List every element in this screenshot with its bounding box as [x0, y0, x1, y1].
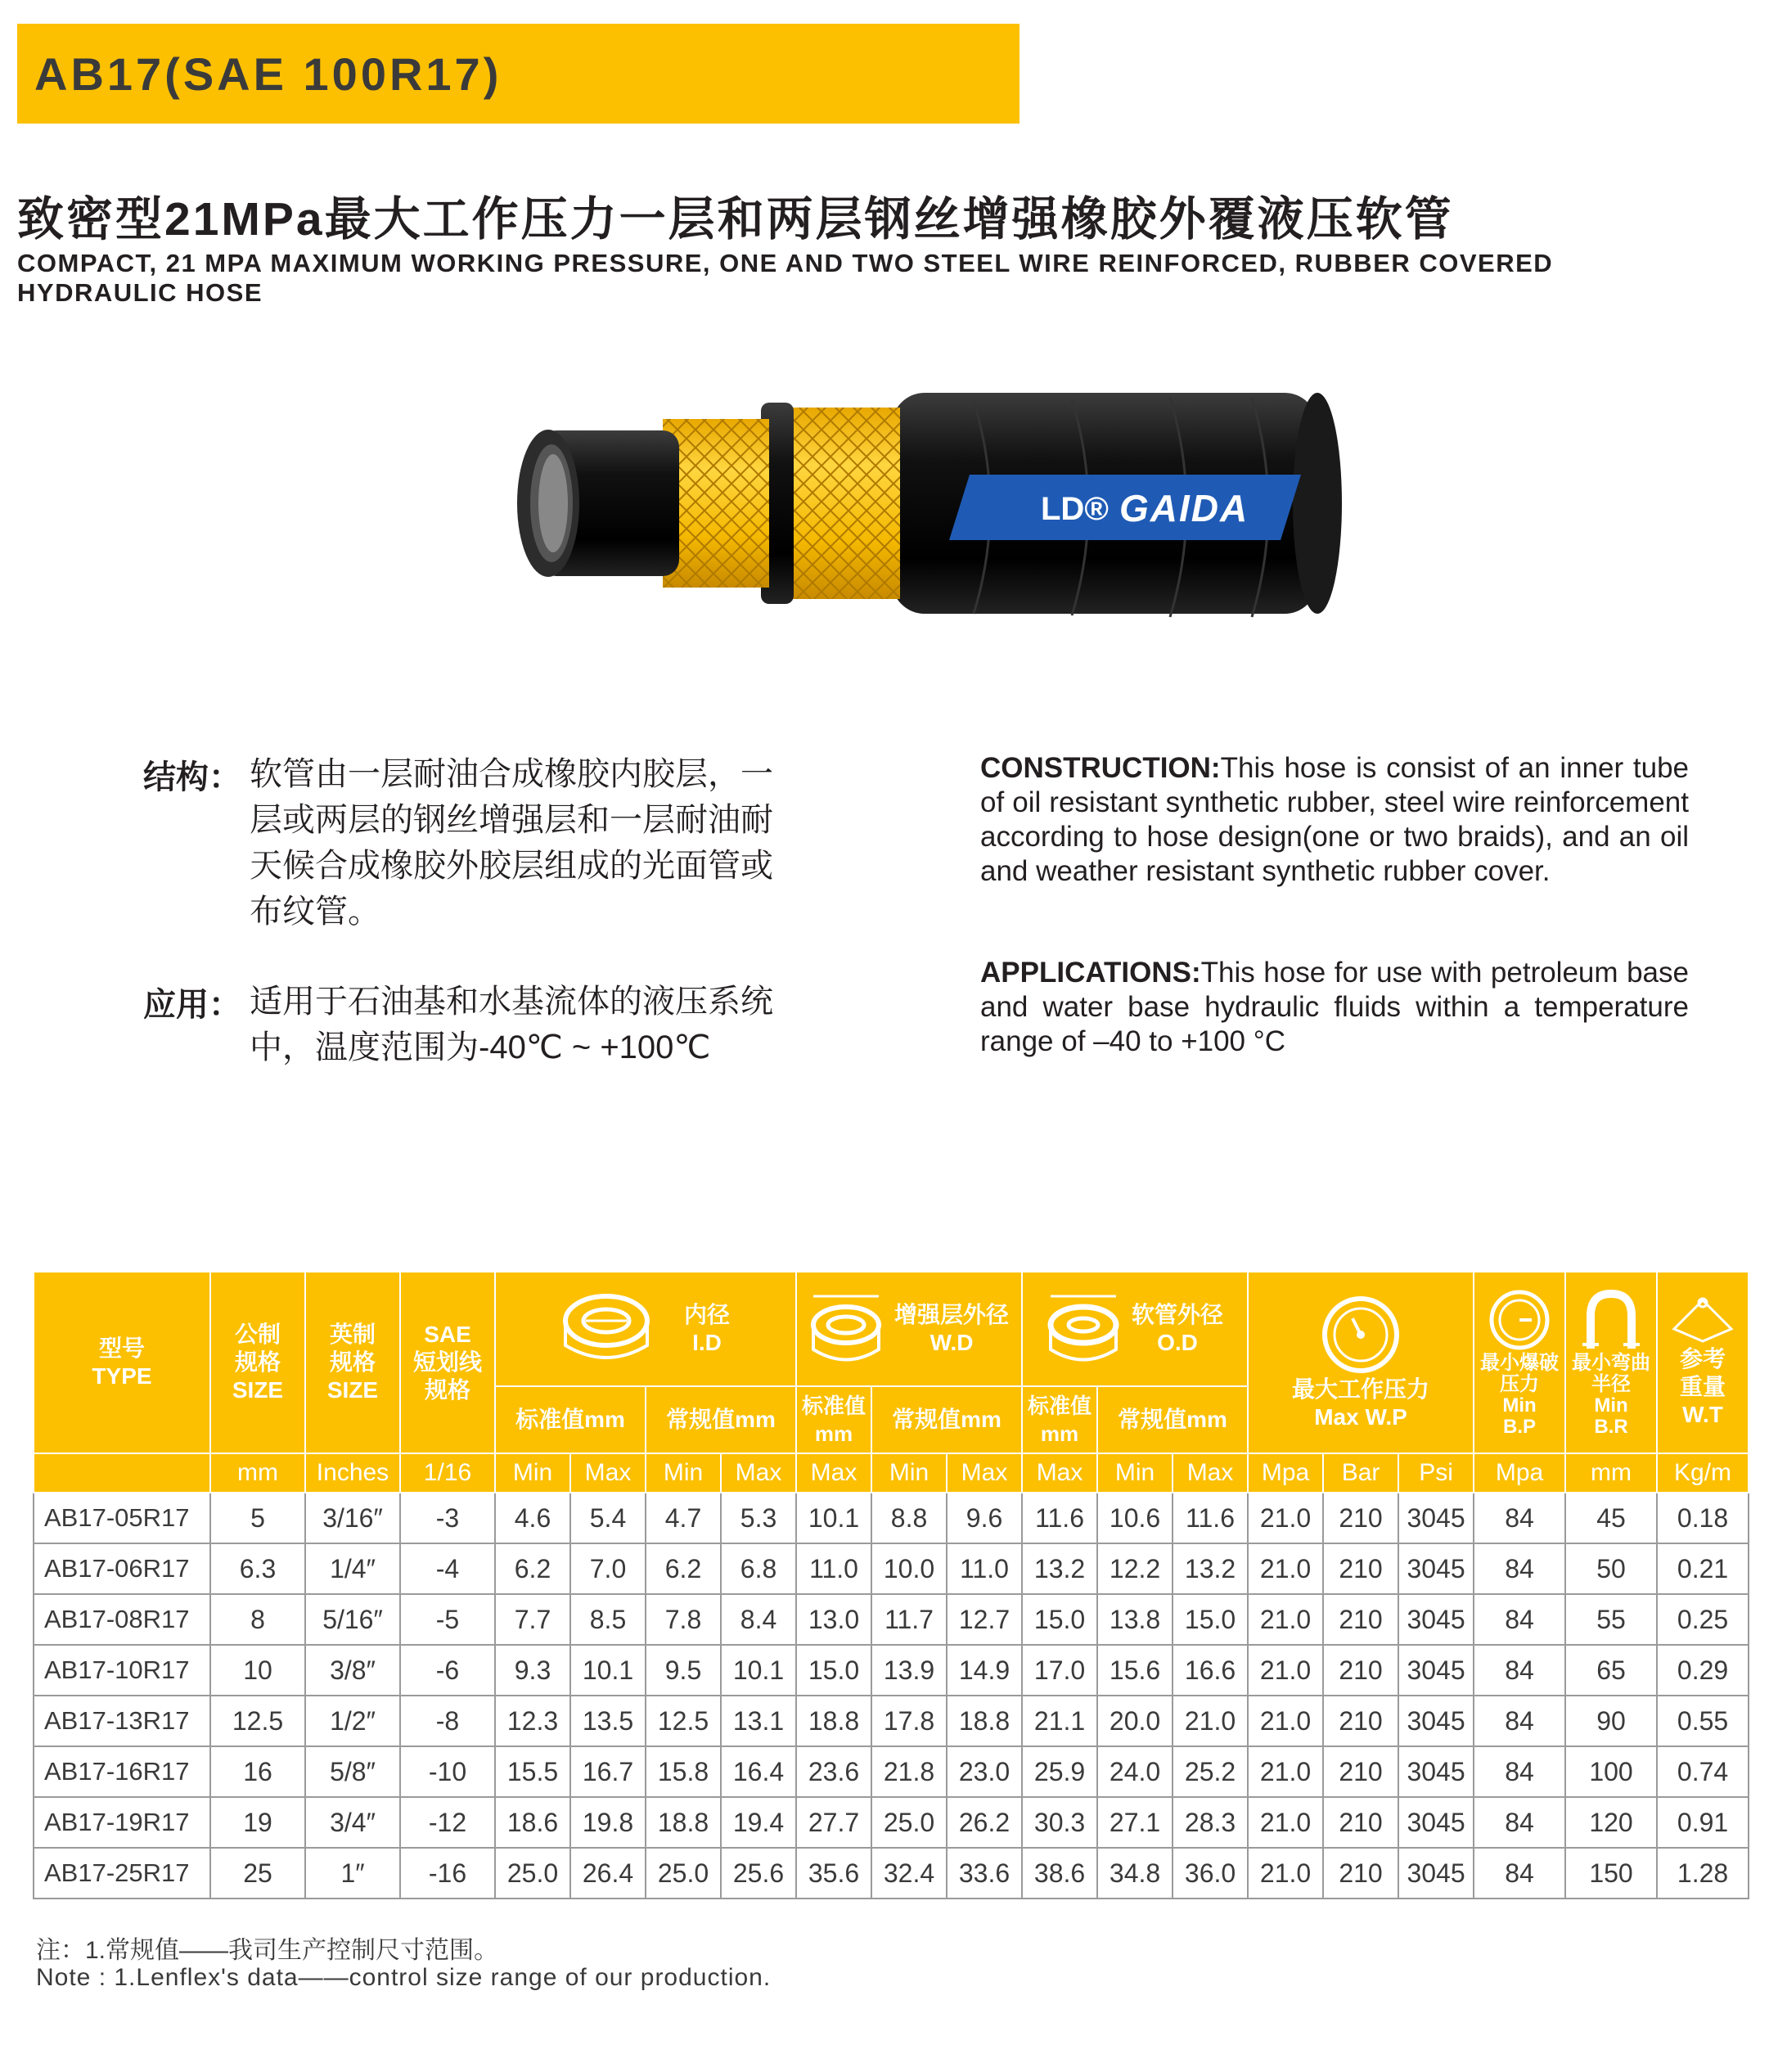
value-cell: 5: [210, 1493, 305, 1543]
unit-cell: Max: [1173, 1453, 1248, 1493]
inner-diameter-icon: [561, 1288, 651, 1370]
value-cell: 25.6: [721, 1848, 796, 1899]
value-cell: 36.0: [1173, 1848, 1248, 1899]
unit-cell: Min: [871, 1453, 947, 1493]
value-cell: 84: [1474, 1543, 1565, 1594]
application-cn-line: 适用于石油基和水基流体的液压系统: [250, 984, 773, 1020]
value-cell: 1/2″: [305, 1696, 400, 1746]
value-cell: 16.4: [721, 1746, 796, 1797]
construction-en-label: CONSTRUCTION:: [980, 752, 1221, 784]
value-cell: 13.2: [1173, 1543, 1248, 1594]
value-cell: 1.28: [1657, 1848, 1749, 1899]
value-cell: 13.2: [1022, 1543, 1097, 1594]
value-cell: 12.3: [495, 1696, 570, 1746]
value-cell: 14.9: [947, 1645, 1022, 1696]
value-cell: -8: [400, 1696, 495, 1746]
unit-cell: mm: [210, 1453, 305, 1493]
value-cell: 11.7: [871, 1594, 947, 1645]
header-wd-standard: 标准值 mm: [796, 1386, 871, 1453]
value-cell: 100: [1565, 1746, 1657, 1797]
value-cell: 21.1: [1022, 1696, 1097, 1746]
value-cell: 32.4: [871, 1848, 947, 1899]
table-row: [34, 1645, 1749, 1696]
value-cell: 3045: [1398, 1848, 1474, 1899]
value-cell: 3045: [1398, 1594, 1474, 1645]
value-cell: 3045: [1398, 1696, 1474, 1746]
value-cell: 26.2: [947, 1797, 1022, 1848]
value-cell: 18.8: [796, 1696, 871, 1746]
value-cell: 15.0: [796, 1645, 871, 1696]
value-cell: 21.0: [1248, 1645, 1323, 1696]
value-cell: 38.6: [1022, 1848, 1097, 1899]
value-cell: 3045: [1398, 1493, 1474, 1543]
value-cell: 84: [1474, 1848, 1565, 1899]
value-cell: 6.2: [646, 1543, 721, 1594]
table-row: [34, 1543, 1749, 1594]
value-cell: 0.18: [1657, 1493, 1749, 1543]
brand-logo-text: GAIDA: [1119, 487, 1249, 529]
type-cell: AB17-06R17: [34, 1543, 210, 1594]
unit-cell: Max: [796, 1453, 871, 1493]
value-cell: 120: [1565, 1797, 1657, 1848]
brand-logo-mark: LD®: [1041, 491, 1109, 527]
value-cell: 9.6: [947, 1493, 1022, 1543]
value-cell: 21.8: [871, 1746, 947, 1797]
value-cell: 7.7: [495, 1594, 570, 1645]
value-cell: 84: [1474, 1746, 1565, 1797]
header-min-burst-pressure: 最小爆破压力 Min B.P: [1474, 1272, 1565, 1453]
value-cell: 45: [1565, 1493, 1657, 1543]
value-cell: 10: [210, 1645, 305, 1696]
value-cell: 5.4: [570, 1493, 646, 1543]
value-cell: 30.3: [1022, 1797, 1097, 1848]
unit-cell: Psi: [1398, 1453, 1474, 1493]
value-cell: 4.7: [646, 1493, 721, 1543]
english-heading: COMPACT, 21 MPA MAXIMUM WORKING PRESSURE, ONE AND TWO STEEL WIRE REINFORCED, RUBBER COVERED HYDRAULIC HOSE: [17, 249, 1554, 307]
value-cell: 15.0: [1173, 1594, 1248, 1645]
value-cell: 5/16″: [305, 1594, 400, 1645]
value-cell: 210: [1323, 1696, 1398, 1746]
value-cell: 8.4: [721, 1594, 796, 1645]
value-cell: 9.3: [495, 1645, 570, 1696]
value-cell: 19: [210, 1797, 305, 1848]
burst-gauge-icon: [1487, 1287, 1552, 1353]
construction-cn-line: 软管由一层耐油合成橡胶内胶层，一: [250, 756, 773, 792]
value-cell: 11.6: [1022, 1493, 1097, 1543]
value-cell: 3045: [1398, 1543, 1474, 1594]
value-cell: 27.1: [1097, 1797, 1173, 1848]
value-cell: 5.3: [721, 1493, 796, 1543]
outer-diameter-icon: [1047, 1288, 1120, 1370]
value-cell: 24.0: [1097, 1746, 1173, 1797]
value-cell: 1/4″: [305, 1543, 400, 1594]
value-cell: 12.7: [947, 1594, 1022, 1645]
value-cell: -6: [400, 1645, 495, 1696]
value-cell: 0.55: [1657, 1696, 1749, 1746]
unit-cell: Max: [1022, 1453, 1097, 1493]
construction-cn-line: 布纹管。: [250, 894, 380, 930]
value-cell: 210: [1323, 1594, 1398, 1645]
value-cell: 11.6: [1173, 1493, 1248, 1543]
wire-diameter-icon: [809, 1288, 883, 1370]
value-cell: 4.6: [495, 1493, 570, 1543]
table-row: [34, 1696, 1749, 1746]
value-cell: 25.0: [646, 1848, 721, 1899]
construction-cn-line: 层或两层的钢丝增强层和一层耐油耐: [250, 802, 773, 838]
value-cell: 28.3: [1173, 1797, 1248, 1848]
chinese-heading: 致密型21MPa最大工作压力一层和两层钢丝增强橡胶外覆液压软管: [17, 193, 1454, 245]
unit-cell: Kg/m: [1657, 1453, 1749, 1493]
value-cell: 3045: [1398, 1797, 1474, 1848]
value-cell: 3045: [1398, 1746, 1474, 1797]
value-cell: 18.8: [947, 1696, 1022, 1746]
value-cell: 3/4″: [305, 1797, 400, 1848]
value-cell: 8.8: [871, 1493, 947, 1543]
unit-cell: mm: [1565, 1453, 1657, 1493]
header-id-standard: 标准值mm: [495, 1386, 646, 1453]
value-cell: 21.0: [1248, 1797, 1323, 1848]
application-cn-label: 应用：: [143, 987, 241, 1023]
header-od-regular: 常规值mm: [1097, 1386, 1248, 1453]
value-cell: 50: [1565, 1543, 1657, 1594]
header-wd-regular: 常规值mm: [871, 1386, 1022, 1453]
bend-radius-icon: [1578, 1287, 1644, 1353]
value-cell: -16: [400, 1848, 495, 1899]
application-en-paragraph: [980, 956, 1689, 1059]
value-cell: 15.8: [646, 1746, 721, 1797]
value-cell: 6.8: [721, 1543, 796, 1594]
value-cell: 7.0: [570, 1543, 646, 1594]
value-cell: 16: [210, 1746, 305, 1797]
construction-cn-line: 天候合成橡胶外胶层组成的光面管或: [250, 848, 773, 884]
value-cell: 25: [210, 1848, 305, 1899]
value-cell: 3/8″: [305, 1645, 400, 1696]
value-cell: 12.2: [1097, 1543, 1173, 1594]
value-cell: 9.5: [646, 1645, 721, 1696]
value-cell: 210: [1323, 1848, 1398, 1899]
value-cell: 19.8: [570, 1797, 646, 1848]
value-cell: 210: [1323, 1493, 1398, 1543]
value-cell: 13.1: [721, 1696, 796, 1746]
value-cell: 18.6: [495, 1797, 570, 1848]
type-cell: AB17-19R17: [34, 1797, 210, 1848]
value-cell: 16.6: [1173, 1645, 1248, 1696]
value-cell: 84: [1474, 1645, 1565, 1696]
value-cell: 210: [1323, 1543, 1398, 1594]
unit-cell-blank: [34, 1453, 210, 1493]
table-row: [34, 1797, 1749, 1848]
value-cell: 0.74: [1657, 1746, 1749, 1797]
value-cell: 65: [1565, 1645, 1657, 1696]
value-cell: 20.0: [1097, 1696, 1173, 1746]
unit-cell: Max: [570, 1453, 646, 1493]
value-cell: 10.1: [796, 1493, 871, 1543]
value-cell: 90: [1565, 1696, 1657, 1746]
type-cell: AB17-10R17: [34, 1645, 210, 1696]
value-cell: 17.8: [871, 1696, 947, 1746]
value-cell: 34.8: [1097, 1848, 1173, 1899]
value-cell: 27.7: [796, 1797, 871, 1848]
unit-cell: Min: [1097, 1453, 1173, 1493]
value-cell: 10.1: [570, 1645, 646, 1696]
value-cell: 6.3: [210, 1543, 305, 1594]
application-cn-line: 中，温度范围为-40℃ ~ +100℃: [250, 1029, 711, 1065]
note-cn: 注：1.常规值——我司生产控制尺寸范围。: [36, 1937, 499, 1964]
value-cell: 1″: [305, 1848, 400, 1899]
construction-cn-label: 结构：: [143, 759, 241, 795]
value-cell: 210: [1323, 1797, 1398, 1848]
value-cell: 19.4: [721, 1797, 796, 1848]
unit-cell: Bar: [1323, 1453, 1398, 1493]
value-cell: 0.91: [1657, 1797, 1749, 1848]
unit-cell: Max: [721, 1453, 796, 1493]
header-id-regular: 常规值mm: [646, 1386, 796, 1453]
value-cell: 21.0: [1248, 1746, 1323, 1797]
value-cell: 8: [210, 1594, 305, 1645]
value-cell: -3: [400, 1493, 495, 1543]
type-cell: AB17-08R17: [34, 1594, 210, 1645]
header-max-working-pressure: 最大工作压力 Max W.P: [1248, 1272, 1474, 1453]
value-cell: 17.0: [1022, 1645, 1097, 1696]
value-cell: 16.7: [570, 1746, 646, 1797]
value-cell: 33.6: [947, 1848, 1022, 1899]
unit-cell: Inches: [305, 1453, 400, 1493]
header-sae-dash: SAE 短划线规格: [400, 1272, 495, 1453]
unit-row: [34, 1453, 1749, 1493]
value-cell: 13.0: [796, 1594, 871, 1645]
value-cell: 15.6: [1097, 1645, 1173, 1696]
value-cell: 21.0: [1248, 1594, 1323, 1645]
value-cell: 12.5: [646, 1696, 721, 1746]
application-en-label: APPLICATIONS:: [980, 957, 1201, 989]
type-cell: AB17-13R17: [34, 1696, 210, 1746]
value-cell: 11.0: [947, 1543, 1022, 1594]
type-cell: AB17-25R17: [34, 1848, 210, 1899]
construction-en-paragraph: [980, 751, 1689, 889]
value-cell: 5/8″: [305, 1746, 400, 1797]
header-outer-diameter: 软管外径 O.D: [1022, 1272, 1248, 1386]
value-cell: 84: [1474, 1493, 1565, 1543]
value-cell: 21.0: [1173, 1696, 1248, 1746]
value-cell: 0.25: [1657, 1594, 1749, 1645]
application-cn-text: [250, 979, 773, 1070]
value-cell: 13.9: [871, 1645, 947, 1696]
header-inch-size: 英制规格 SIZE: [305, 1272, 400, 1453]
value-cell: 8.5: [570, 1594, 646, 1645]
value-cell: 15.0: [1022, 1594, 1097, 1645]
value-cell: 13.5: [570, 1696, 646, 1746]
weight-icon: [1670, 1296, 1735, 1345]
header-type: 型号 TYPE: [34, 1272, 210, 1453]
construction-cn-text: [250, 751, 773, 935]
value-cell: 35.6: [796, 1848, 871, 1899]
value-cell: -12: [400, 1797, 495, 1848]
table-row: [34, 1848, 1749, 1899]
value-cell: 6.2: [495, 1543, 570, 1594]
value-cell: 12.5: [210, 1696, 305, 1746]
application-en-text: This hose for use with petroleum base and water base hydraulic fluids within a temperature range of –40 to +100 °C: [980, 957, 1689, 1057]
value-cell: 84: [1474, 1696, 1565, 1746]
value-cell: 84: [1474, 1797, 1565, 1848]
table-row: [34, 1746, 1749, 1797]
unit-cell: Max: [947, 1453, 1022, 1493]
value-cell: -4: [400, 1543, 495, 1594]
unit-cell: Min: [646, 1453, 721, 1493]
value-cell: 11.0: [796, 1543, 871, 1594]
header-metric-size: 公制规格 SIZE: [210, 1272, 305, 1453]
value-cell: 10.1: [721, 1645, 796, 1696]
header-wire-diameter: 增强层外径 W.D: [796, 1272, 1022, 1386]
value-cell: 26.4: [570, 1848, 646, 1899]
table-row: [34, 1493, 1749, 1543]
value-cell: 25.0: [871, 1797, 947, 1848]
unit-cell: Mpa: [1248, 1453, 1323, 1493]
construction-en-text: This hose is consist of an inner tube of oil resistant synthetic rubber, steel wire reinforcement according to hose design(one or two braids), and an oil and weather resistant synthetic rubber cover.: [980, 752, 1689, 887]
value-cell: 21.0: [1248, 1696, 1323, 1746]
value-cell: 0.21: [1657, 1543, 1749, 1594]
header-od-standard: 标准值 mm: [1022, 1386, 1097, 1453]
value-cell: 15.5: [495, 1746, 570, 1797]
value-cell: 18.8: [646, 1797, 721, 1848]
value-cell: 10.6: [1097, 1493, 1173, 1543]
value-cell: 210: [1323, 1645, 1398, 1696]
header-min-bend-radius: 最小弯曲半径 Min B.R: [1565, 1272, 1657, 1453]
table-body: [34, 1493, 1749, 1899]
value-cell: 25.0: [495, 1848, 570, 1899]
value-cell: 21.0: [1248, 1493, 1323, 1543]
value-cell: 3045: [1398, 1645, 1474, 1696]
value-cell: 13.8: [1097, 1594, 1173, 1645]
value-cell: 21.0: [1248, 1543, 1323, 1594]
unit-cell: Mpa: [1474, 1453, 1565, 1493]
unit-cell: Min: [495, 1453, 570, 1493]
value-cell: -5: [400, 1594, 495, 1645]
note-en: Note : 1.Lenflex's data——control size range of our production.: [36, 1964, 772, 1991]
value-cell: 23.0: [947, 1746, 1022, 1797]
value-cell: 3/16″: [305, 1493, 400, 1543]
value-cell: 150: [1565, 1848, 1657, 1899]
header-inner-diameter: 内径 I.D: [495, 1272, 796, 1386]
value-cell: 55: [1565, 1594, 1657, 1645]
value-cell: 0.29: [1657, 1645, 1749, 1696]
value-cell: -10: [400, 1746, 495, 1797]
header-weight: 参考重量 W.T: [1657, 1272, 1749, 1453]
value-cell: 21.0: [1248, 1848, 1323, 1899]
product-code-title: AB17(SAE 100R17): [34, 48, 502, 100]
specification-table: [33, 1271, 1749, 1899]
type-cell: AB17-05R17: [34, 1493, 210, 1543]
unit-cell: 1/16: [400, 1453, 495, 1493]
value-cell: 84: [1474, 1594, 1565, 1645]
value-cell: 10.0: [871, 1543, 947, 1594]
value-cell: 25.2: [1173, 1746, 1248, 1797]
value-cell: 23.6: [796, 1746, 871, 1797]
value-cell: 25.9: [1022, 1746, 1097, 1797]
type-cell: AB17-16R17: [34, 1746, 210, 1797]
table-row: [34, 1594, 1749, 1645]
value-cell: 210: [1323, 1746, 1398, 1797]
value-cell: 7.8: [646, 1594, 721, 1645]
pressure-gauge-icon: [1320, 1294, 1402, 1376]
